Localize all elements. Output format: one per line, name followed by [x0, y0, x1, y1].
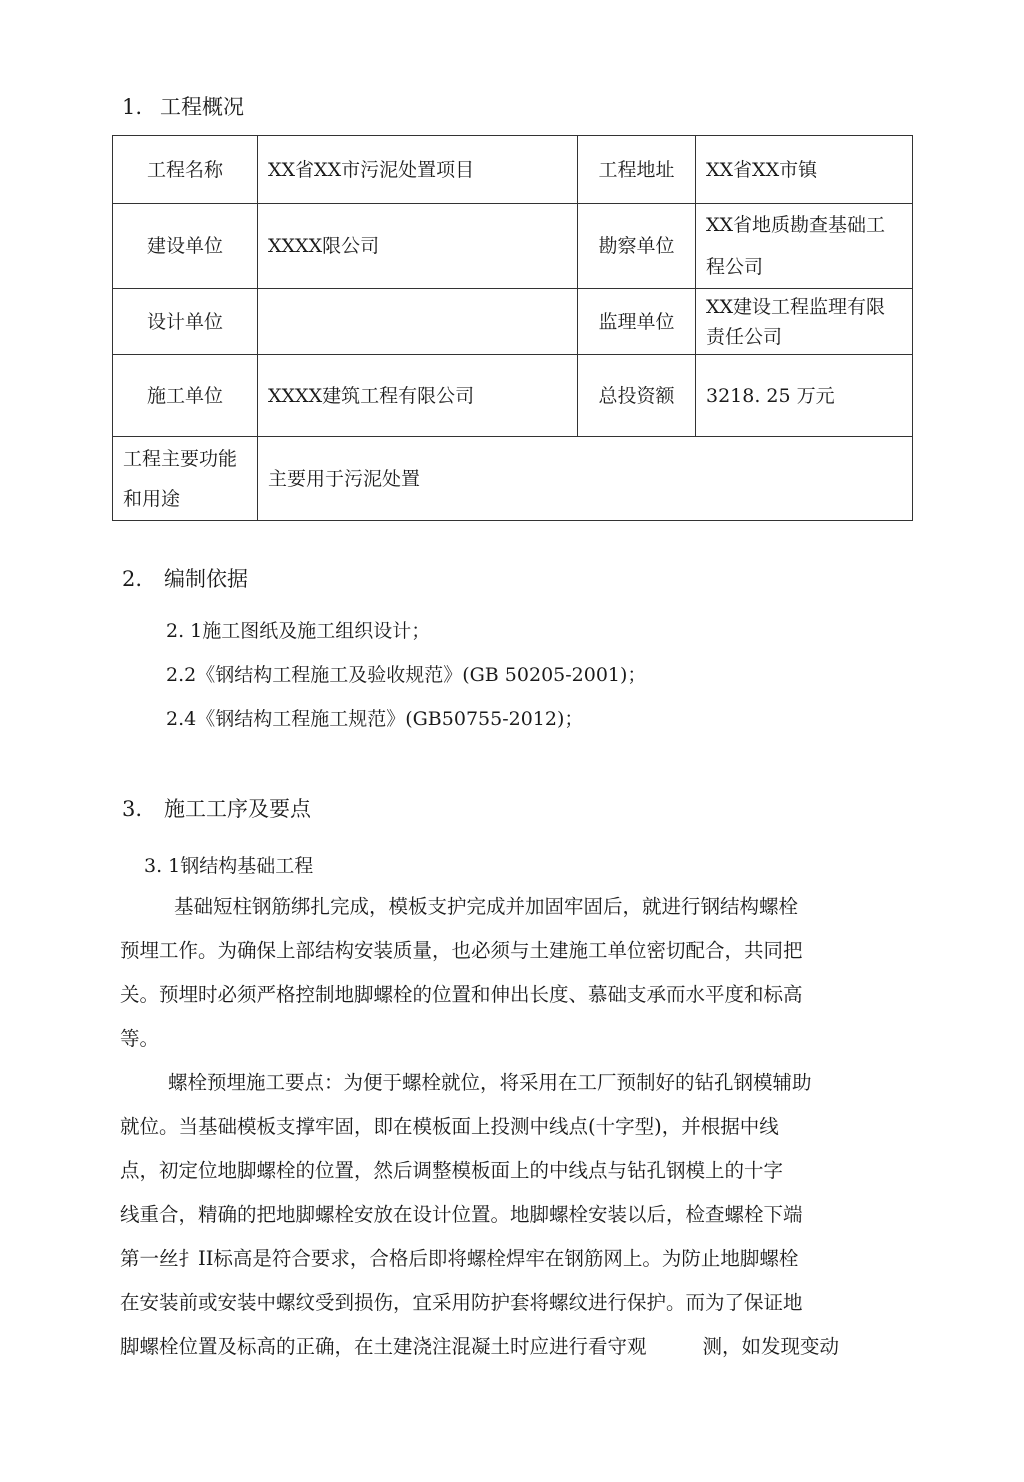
paragraph-line: 线重合，精确的把地脚螺栓安放在设计位置。地脚螺栓安装以后，检查螺栓下端 — [120, 1203, 803, 1226]
section-3-title: 施工工序及要点 — [164, 797, 311, 821]
table-cell-label: 工程主要功能和用途 — [113, 437, 258, 521]
section-1-number: 1. — [122, 95, 143, 119]
table-cell-label: 总投资额 — [578, 355, 696, 437]
paragraph-line: 螺栓预埋施工要点：为便于螺栓就位，将采用在工厂预制好的钻孔钢模辅助 — [168, 1071, 812, 1094]
reference-item: 2.2《钢结构工程施工及验收规范》(GB 50205-2001)； — [166, 664, 647, 686]
section-2-heading — [122, 565, 248, 593]
table-row — [113, 437, 913, 521]
table-row — [113, 136, 913, 204]
paragraph-line: 等。 — [120, 1027, 160, 1050]
table-cell-value: XX省XX市镇 — [696, 136, 913, 204]
table-cell-value: XX省XX市污泥处置项目 — [258, 136, 578, 204]
table-cell-label: 勘察单位 — [578, 204, 696, 289]
table-row — [113, 289, 913, 355]
table-cell-value: XXXX建筑工程有限公司 — [258, 355, 578, 437]
section-2-number: 2. — [122, 567, 143, 591]
section-1-title: 工程概况 — [160, 95, 244, 119]
table-row — [113, 204, 913, 289]
table-cell-value: 3218. 25 万元 — [696, 355, 913, 437]
project-overview-table — [112, 135, 913, 521]
table-cell-value — [258, 289, 578, 355]
section-2-title: 编制依据 — [164, 567, 248, 591]
section-1-heading — [122, 93, 244, 121]
paragraph-line: 在安装前或安装中螺纹受到损伤，宜采用防护套将螺纹进行保护。而为了保证地 — [120, 1291, 803, 1314]
paragraph-1 — [120, 885, 900, 1061]
paragraph-line: 就位。当基础模板支撑牢固，即在模板面上投测中线点(十字型)，并根据中线 — [120, 1115, 779, 1138]
table-cell-label: 监理单位 — [578, 289, 696, 355]
table-cell-label: 工程地址 — [578, 136, 696, 204]
paragraph-line: 关。预埋时必须严格控制地脚螺栓的位置和伸出长度、慕础支承而水平度和标高 — [120, 983, 803, 1006]
table-cell-value: XX建设工程监理有限责任公司 — [696, 289, 913, 355]
table-cell-value: XXXX限公司 — [258, 204, 578, 289]
paragraph-line: 预埋工作。为确保上部结构安装质量，也必须与土建施工单位密切配合，共同把 — [120, 939, 803, 962]
table-cell-value: XX省地质勘查基础工程公司 — [696, 204, 913, 289]
paragraph-line-right: 测，如发现变动 — [702, 1335, 840, 1358]
table-cell-label: 设计单位 — [113, 289, 258, 355]
paragraph-line: 点，初定位地脚螺栓的位置，然后调整模板面上的中线点与钻孔钢模上的十字 — [120, 1159, 784, 1182]
paragraph-line: 基础短柱钢筋绑扎完成，模板支护完成并加固牢固后，就进行钢结构螺栓 — [174, 895, 799, 918]
paragraph-line-left: 脚螺栓位置及标高的正确，在土建浇注混凝土时应进行看守观 — [120, 1335, 647, 1358]
table-cell-label: 施工单位 — [113, 355, 258, 437]
paragraph-2 — [120, 1061, 900, 1369]
section-3-heading — [122, 795, 311, 823]
paragraph-line: 第一丝扌II标高是符合要求，合格后即将螺栓焊牢在钢筋网上。为防止地脚螺栓 — [120, 1247, 799, 1270]
table-row — [113, 355, 913, 437]
table-cell-value: 主要用于污泥处置 — [258, 437, 913, 521]
reference-item: 2. 1施工图纸及施工组织设计； — [166, 620, 431, 642]
table-cell-label: 工程名称 — [113, 136, 258, 204]
section-3-number: 3. — [122, 797, 143, 821]
sub-heading: 3. 1钢结构基础工程 — [144, 855, 314, 877]
table-cell-label: 建设单位 — [113, 204, 258, 289]
reference-item: 2.4《钢结构工程施工规范》(GB50755-2012)； — [166, 708, 584, 730]
paragraph-line-last — [120, 1325, 900, 1369]
